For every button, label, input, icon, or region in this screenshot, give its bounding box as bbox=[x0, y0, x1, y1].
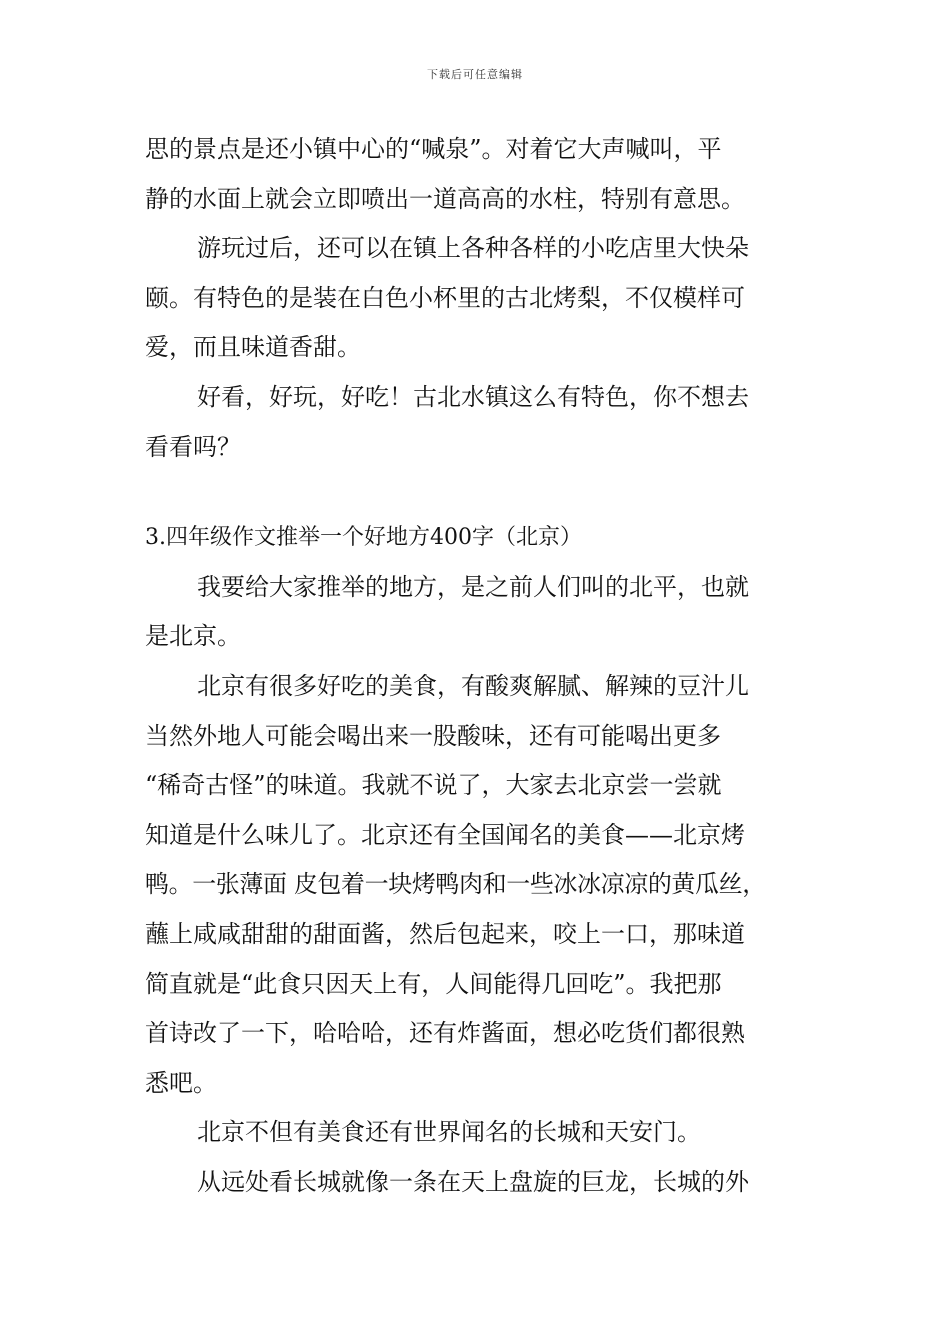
paragraph-line: 知道是什么味儿了。北京还有全国闻名的美食——北京烤 bbox=[145, 820, 745, 849]
paragraph-line: 简直就是“此食只因天上有，人间能得几回吃”。我把那 bbox=[145, 969, 722, 998]
page-header-note: 下载后可任意编辑 bbox=[427, 68, 523, 81]
paragraph-line: 当然外地人可能会喝出来一股酸味，还有可能喝出更多 bbox=[145, 721, 721, 750]
paragraph-line: 北京有很多好吃的美食，有酸爽解腻、解辣的豆汁儿 bbox=[197, 671, 749, 700]
paragraph-line: 思的景点是还小镇中心的“喊泉”。对着它大声喊叫，平 bbox=[145, 135, 722, 163]
paragraph-line: 游玩过后，还可以在镇上各种各样的小吃店里大快朵 bbox=[197, 234, 749, 263]
document-body bbox=[145, 125, 813, 1207]
paragraph-line: 看看吗？ bbox=[145, 432, 241, 461]
paragraph-line: 悉吧。 bbox=[145, 1068, 217, 1097]
section-spacer bbox=[145, 472, 813, 513]
paragraph-line: 首诗改了一下，哈哈哈，还有炸酱面，想必吃货们都很熟 bbox=[145, 1019, 745, 1048]
paragraph-line: “稀奇古怪”的味道。我就不说了，大家去北京尝一尝就 bbox=[145, 771, 722, 800]
paragraph-line: 爱，而且味道香甜。 bbox=[145, 333, 361, 362]
paragraph-line: 蘸上咸咸甜甜的甜面酱，然后包起来，咬上一口，那味道 bbox=[145, 919, 745, 948]
paragraph-line: 好看，好玩，好吃！古北水镇这么有特色，你不想去 bbox=[197, 382, 749, 411]
paragraph-line: 是北京。 bbox=[145, 622, 241, 651]
paragraph-line: 我要给大家推举的地方，是之前人们叫的北平，也就 bbox=[197, 572, 749, 601]
paragraph-line: 静的水面上就会立即喷出一道高高的水柱，特别有意思。 bbox=[145, 184, 745, 213]
paragraph-line: 从远处看长城就像一条在天上盘旋的巨龙，长城的外 bbox=[197, 1167, 749, 1196]
paragraph-line: 北京不但有美食还有世界闻名的长城和天安门。 bbox=[197, 1118, 701, 1147]
paragraph-line: 鸭。一张薄面 皮包着一块烤鸭肉和一些冰冰凉凉的黄瓜丝， bbox=[145, 870, 766, 899]
paragraph-line: 颐。有特色的是装在白色小杯里的古北烤梨，不仅模样可 bbox=[145, 283, 745, 312]
section-heading: 3.四年级作文推举一个好地方400字（北京） bbox=[145, 525, 582, 551]
